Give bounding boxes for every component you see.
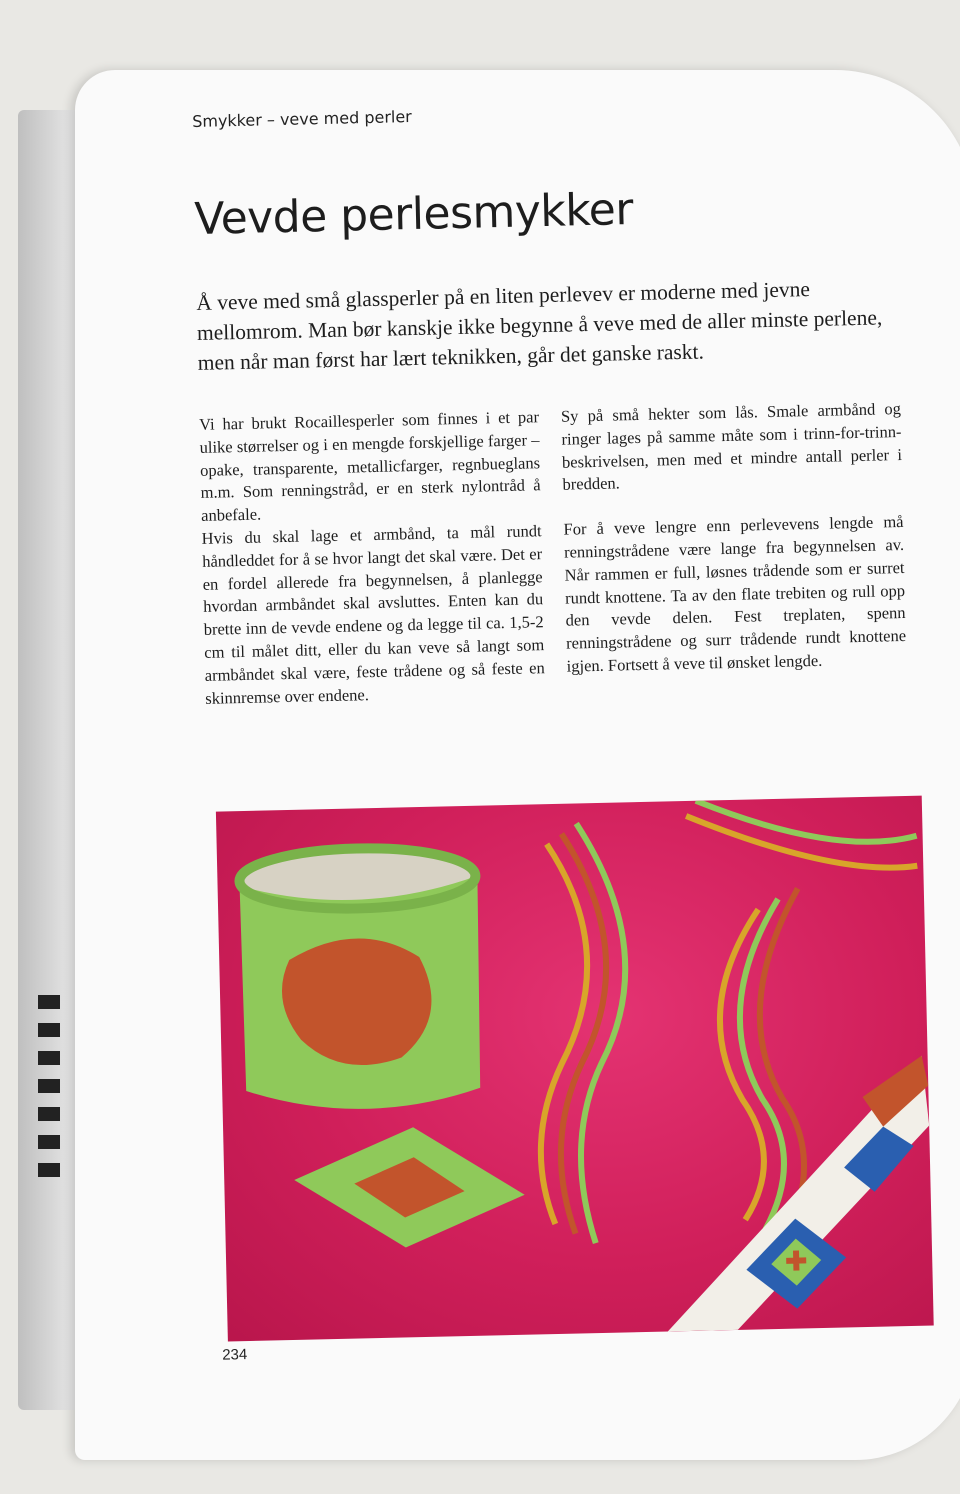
left-paragraph-2: Hvis du skal lage et armbånd, ta mål rundt håndleddet for å se hvor langt det skal være. Det er en fordel allerede fra begynnelsen, å planlegge hvordan armbåndet skal avsluttes. Enten kan du brette inn de vevde endene og da legge til ca. 1,5-2 cm til målet ditt, eller du kan veve så langt som armbåndet skal være, feste trådene og så feste en skinnremse over endene.: [201, 521, 545, 708]
page-title: Vevde perlesmykker: [193, 184, 634, 245]
page-edge-stripes: [38, 995, 60, 1205]
right-column: [561, 398, 907, 678]
running-head: Smykker – veve med perler: [192, 107, 412, 131]
patterned-bracelet-image: [662, 1056, 934, 1332]
right-paragraph-1: Sy på små hekter som lås. Smale armbånd og ringer lages på samme måte som i trinn-for-trinn-beskrivelsen, men med et mindre antall perler i bredden.: [560, 398, 903, 495]
page-number: 234: [222, 1346, 248, 1364]
woven-pendant-image: [293, 1125, 526, 1250]
page-content: [192, 96, 940, 1372]
right-paragraph-2: For å veve lengre enn perlevevens lengde må renningstrådene være lange fra begynnelsen av. Når rammen er full, løsnes trådende som er surret rundt knottene. Ta av den flate trebiten og rull opp den vevde delen. Fest treplaten, spenn renningstrådene og surr trådende rundt knottene igjen. Fortsett å veve til ønsket lengde.: [563, 512, 907, 676]
left-paragraph-1: Vi har brukt Rocaillesperler som finnes i et par ulike størrelser og i en mengde forskjellige farger – opake, transparente, metallicfarger, regnbueglans m.m. Som renningstråd, er en sterk nylontråd å anbefale.: [198, 407, 541, 526]
cuff-bracelet-image: [239, 842, 483, 1112]
intro-paragraph: Å veve med små glassperler på en liten perlevev er moderne med jevne mellomrom. Man bør kanskje ikke begynne å veve med de aller minste perlene, men når man først har lært teknikken, går det ganske raskt.: [196, 277, 883, 375]
beadwork-photo: [216, 796, 934, 1342]
beadwork-illustration: [216, 796, 934, 1342]
left-column: [199, 406, 546, 710]
